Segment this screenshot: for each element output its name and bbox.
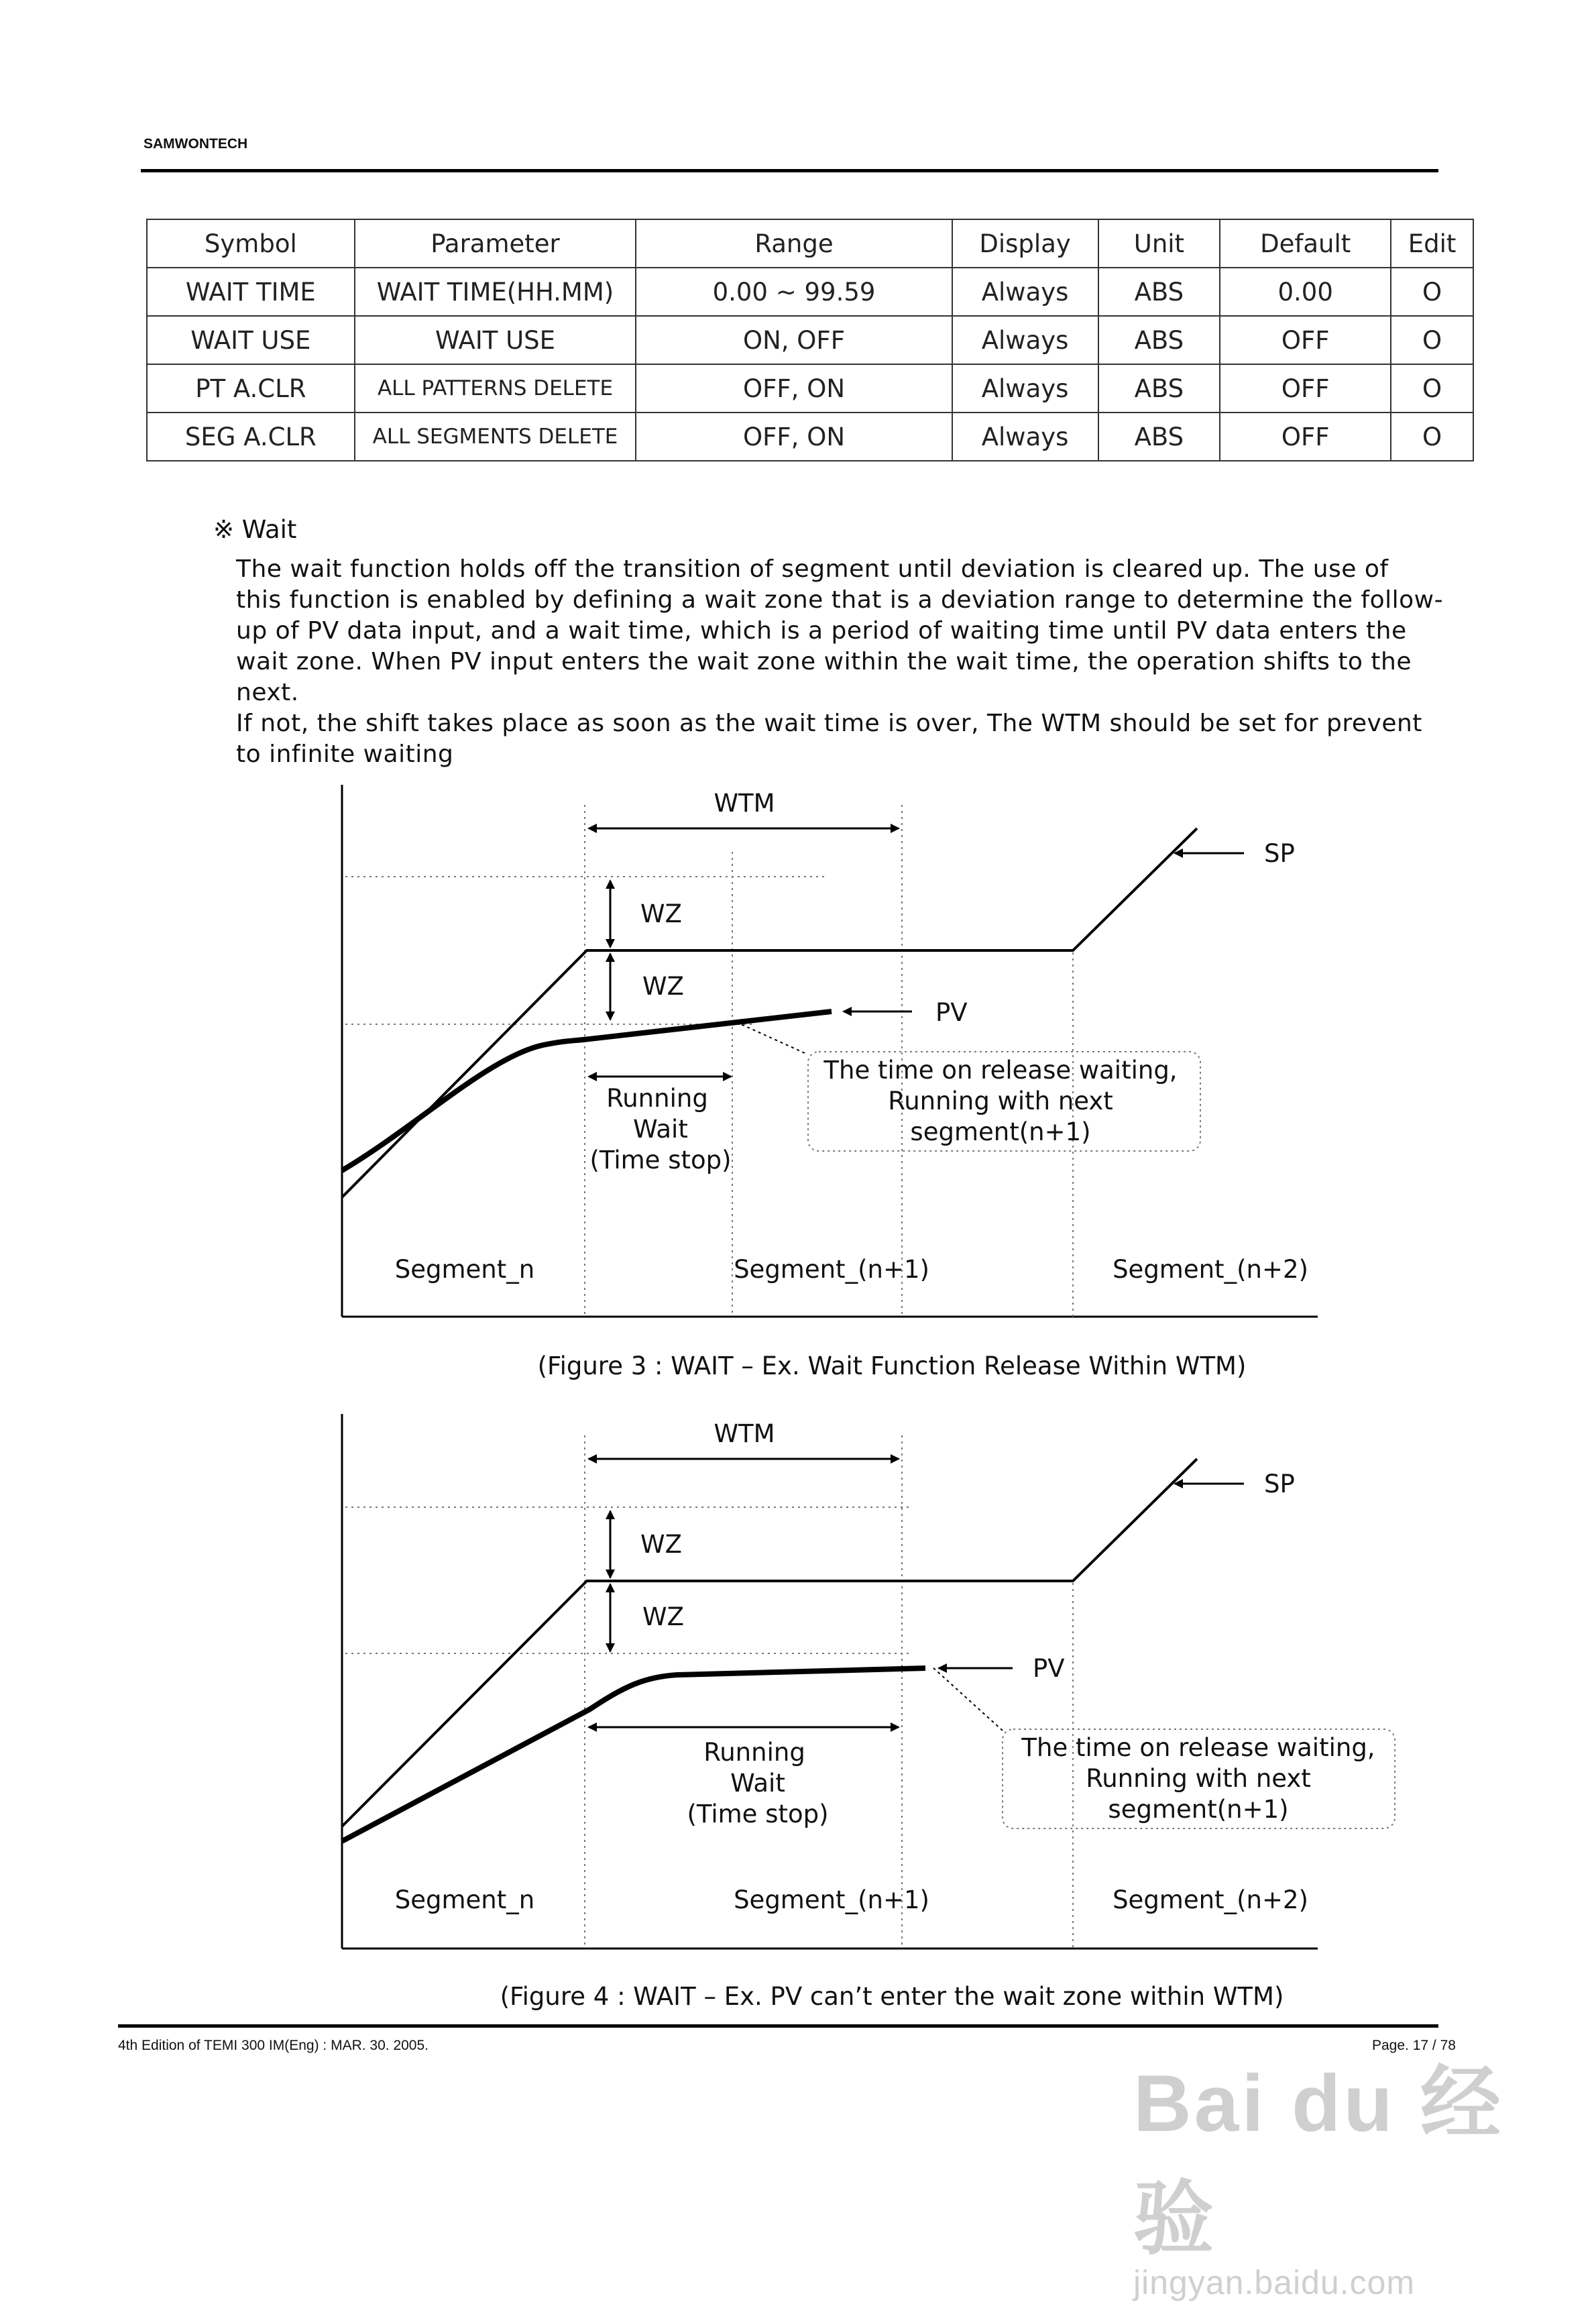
note-leader [932,1667,1003,1731]
watermark-url: jingyan.baidu.com [1133,2264,1416,2301]
paragraph-line: If not, the shift takes place as soon as the wait time is over, The WTM should be set for prevent [236,710,1422,737]
figure-4-caption: (Figure 4 : WAIT – Ex. PV can’t enter the wait zone within WTM) [500,1982,1284,2011]
parameter-table [146,219,1474,461]
table-header-row [147,219,1473,268]
column-header: Display [952,219,1098,268]
table-cell: OFF [1220,316,1391,364]
wtm-label: WTM [714,1419,775,1448]
note-line2: Running with next [888,1087,1113,1115]
column-header: Edit [1391,219,1473,268]
paragraph-line: next. [236,679,299,706]
table-cell: Always [952,268,1098,316]
table-row [147,316,1473,364]
pv-label: PV [1033,1654,1065,1683]
table-cell: OFF [1220,364,1391,413]
column-header: Default [1220,219,1391,268]
table-cell: O [1391,364,1473,413]
running-label-line3: (Time stop) [589,1146,732,1174]
wz-upper-label: WZ [640,899,682,928]
segment-n-label: Segment_n [394,1885,535,1914]
table-cell: O [1391,268,1473,316]
figure-3-caption: (Figure 3 : WAIT – Ex. Wait Function Release Within WTM) [537,1352,1247,1380]
table-cell: OFF, ON [636,413,952,461]
segment-n1-label: Segment_(n+1) [734,1255,929,1284]
sp-label: SP [1264,1470,1295,1498]
wz-lower-label: WZ [642,972,684,1001]
running-label-line2: Wait [730,1769,785,1798]
figure-3-diagram [0,778,1596,1328]
watermark-brand: Bai du 经验 [1133,2059,1504,2264]
note-line1: The time on release waiting, [823,1056,1178,1085]
table-cell: ABS [1098,364,1220,413]
running-label-line1: Running [606,1084,708,1113]
edition-note: 4th Edition of TEMI 300 IM(Eng) : MAR. 30. 2005. [118,2038,429,2053]
note-leader [741,1024,805,1053]
section-paragraph [236,554,1470,770]
table-cell: OFF, ON [636,364,952,413]
figure-4-diagram [0,1409,1596,1959]
sp-label: SP [1264,839,1295,868]
segment-n2-label: Segment_(n+2) [1113,1255,1308,1284]
table-cell: O [1391,316,1473,364]
segment-n1-label: Segment_(n+1) [734,1885,929,1914]
table-cell: Always [952,316,1098,364]
company-brand: SAMWONTECH [144,136,248,152]
page-number: Page. 17 / 78 [1372,2038,1456,2053]
column-header: Parameter [355,219,636,268]
table-cell: Always [952,364,1098,413]
table-cell: 0.00 ~ 99.59 [636,268,952,316]
table-cell: PT A.CLR [147,364,355,413]
wz-lower-label: WZ [642,1602,684,1631]
table-cell: ABS [1098,413,1220,461]
table-row [147,364,1473,413]
table-row [147,413,1473,461]
table-cell: WAIT USE [355,316,636,364]
table-cell: ALL PATTERNS DELETE [355,364,636,413]
running-label-line1: Running [703,1738,805,1767]
table-cell: WAIT TIME [147,268,355,316]
footer-rule [118,2024,1438,2028]
running-label-line2: Wait [633,1115,688,1144]
table-cell: WAIT USE [147,316,355,364]
paragraph-line: to infinite waiting [236,741,454,768]
paragraph-line: The wait function holds off the transition of segment until deviation is cleared up. The use of [236,555,1389,583]
table-cell: WAIT TIME(HH.MM) [355,268,636,316]
segment-n2-label: Segment_(n+2) [1113,1885,1308,1914]
note-line3: segment(n+1) [910,1117,1091,1146]
header-rule [141,169,1438,172]
table-cell: 0.00 [1220,268,1391,316]
table-cell: Always [952,413,1098,461]
note-line2: Running with next [1086,1764,1311,1793]
table-cell: ALL SEGMENTS DELETE [355,413,636,461]
wz-upper-label: WZ [640,1530,682,1559]
section-title: ※ Wait [213,515,297,544]
segment-n-label: Segment_n [394,1255,535,1284]
table-cell: ON, OFF [636,316,952,364]
paragraph-line: this function is enabled by defining a wait zone that is a deviation range to determine the follow- [236,586,1444,614]
guide-lines [345,1435,1073,1949]
note-line1: The time on release waiting, [1021,1733,1375,1762]
pv-curve [342,1668,925,1841]
column-header: Symbol [147,219,355,268]
paragraph-line: up of PV data input, and a wait time, which is a period of waiting time until PV data enters the [236,617,1407,645]
column-header: Range [636,219,952,268]
table-cell: O [1391,413,1473,461]
column-header: Unit [1098,219,1220,268]
table-cell: OFF [1220,413,1391,461]
pv-label: PV [935,998,968,1027]
table-cell: ABS [1098,268,1220,316]
note-line3: segment(n+1) [1108,1795,1289,1824]
wtm-label: WTM [714,789,775,818]
table-cell: SEG A.CLR [147,413,355,461]
pv-curve [342,1011,832,1170]
baidu-watermark [1133,2039,1509,2301]
paragraph-line: wait zone. When PV input enters the wait zone within the wait time, the operation shifts to the [236,648,1412,675]
running-label-line3: (Time stop) [687,1800,829,1828]
table-cell: ABS [1098,316,1220,364]
table-row [147,268,1473,316]
